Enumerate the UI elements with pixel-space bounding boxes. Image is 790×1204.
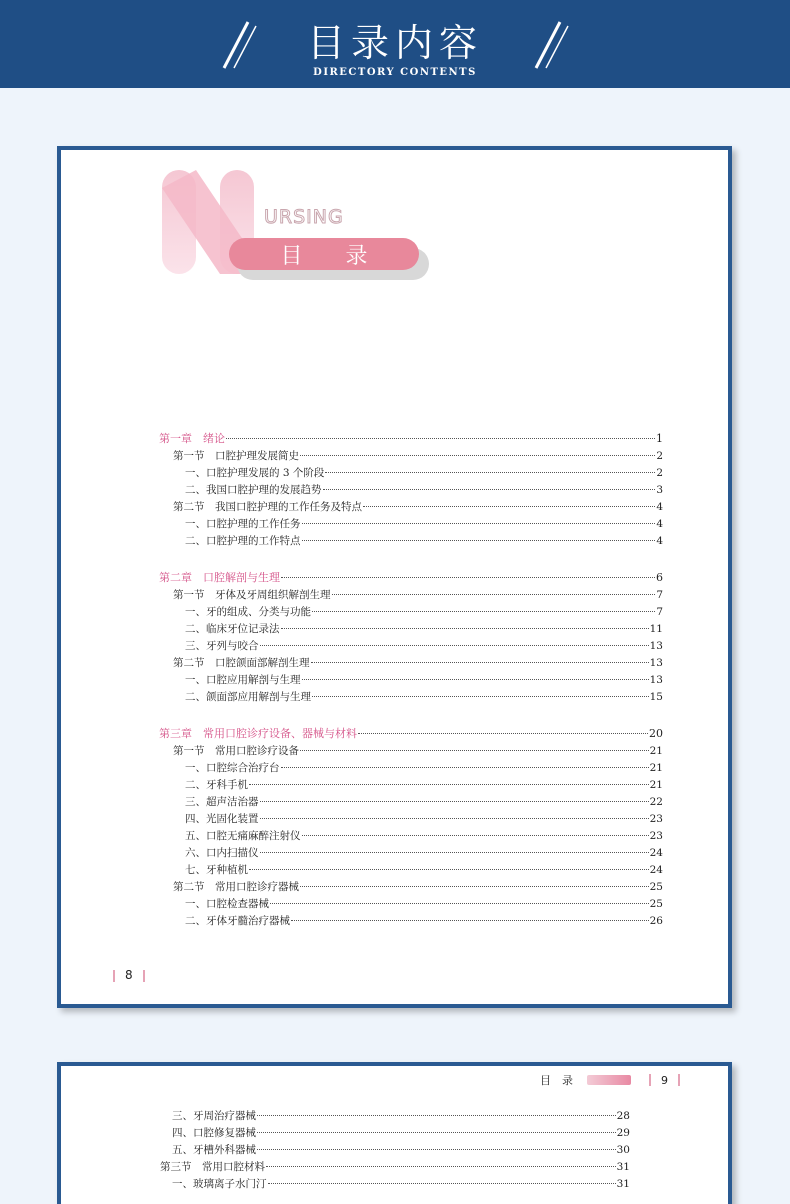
dot-leader <box>257 1149 616 1150</box>
pink-bar <box>678 1074 680 1086</box>
dot-leader <box>270 903 649 904</box>
toc-entry-page: 31 <box>616 1178 630 1190</box>
toc-entry-sect[interactable] <box>159 655 663 672</box>
toc-entry-item[interactable] <box>159 672 663 689</box>
toc-entry-page: 13 <box>649 657 663 669</box>
book-page-9 <box>57 1062 732 1204</box>
toc-entry-item[interactable] <box>159 621 663 638</box>
toc-entry-page: 4 <box>656 501 663 513</box>
toc-entry-item[interactable] <box>159 638 663 655</box>
table-of-contents <box>146 1108 630 1193</box>
toc-entry-chap[interactable] <box>159 725 663 743</box>
toc-entry-item[interactable] <box>146 1142 630 1159</box>
dot-leader <box>332 594 656 595</box>
toc-entry-item[interactable] <box>159 794 663 811</box>
dot-leader <box>281 767 649 768</box>
toc-entry-item[interactable] <box>159 777 663 794</box>
toc-entry-sect[interactable] <box>146 1159 630 1176</box>
toc-entry-sect[interactable] <box>159 879 663 896</box>
pink-bar <box>113 970 115 982</box>
dot-leader <box>260 852 649 853</box>
page-header <box>540 1072 690 1088</box>
toc-entry-label: 第一节 口腔护理发展简史 <box>173 450 299 462</box>
dot-leader <box>257 1132 616 1133</box>
pink-gradient-bar <box>587 1075 631 1085</box>
toc-entry-page: 30 <box>616 1144 630 1156</box>
toc-entry-label: 二、我国口腔护理的发展趋势 <box>185 484 322 496</box>
toc-entry-chap[interactable] <box>159 430 663 448</box>
mulu-heading: 目 录 <box>280 244 386 269</box>
toc-entry-label: 第三节 常用口腔材料 <box>160 1161 265 1173</box>
toc-entry-item[interactable] <box>159 845 663 862</box>
toc-entry-item[interactable] <box>146 1125 630 1142</box>
toc-entry-page: 4 <box>656 535 663 547</box>
dot-leader <box>302 540 656 541</box>
table-of-contents <box>159 430 663 930</box>
toc-entry-page: 28 <box>616 1110 630 1122</box>
dot-leader <box>281 577 655 578</box>
dot-leader <box>257 1115 616 1116</box>
toc-entry-page: 25 <box>649 898 663 910</box>
toc-entry-page: 15 <box>649 691 663 703</box>
dot-leader <box>266 1166 616 1167</box>
toc-entry-page: 21 <box>649 745 663 757</box>
toc-entry-sect[interactable] <box>159 743 663 760</box>
toc-entry-page: 7 <box>656 606 663 618</box>
page-number-text: 9 <box>661 1073 668 1087</box>
dot-leader <box>268 1183 616 1184</box>
toc-entry-label: 七、牙种植机 <box>185 864 248 876</box>
dot-leader <box>323 489 656 490</box>
toc-entry-item[interactable] <box>159 913 663 930</box>
toc-entry-item[interactable] <box>159 516 663 533</box>
toc-entry-item[interactable] <box>159 533 663 550</box>
toc-entry-page: 24 <box>649 847 663 859</box>
toc-entry-label: 四、口腔修复器械 <box>172 1127 256 1139</box>
toc-entry-page: 21 <box>649 779 663 791</box>
toc-entry-label: 第二节 口腔颌面部解剖生理 <box>173 657 310 669</box>
pink-bar <box>649 1074 651 1086</box>
dot-leader <box>249 784 649 785</box>
dot-leader <box>226 438 655 439</box>
book-page-8 <box>57 146 732 1008</box>
toc-entry-item[interactable] <box>159 465 663 482</box>
toc-entry-page: 11 <box>649 623 663 635</box>
double-slash-icon <box>530 16 570 72</box>
toc-entry-label: 五、牙槽外科器械 <box>172 1144 256 1156</box>
toc-entry-label: 一、口腔护理发展的 3 个阶段 <box>185 467 325 479</box>
toc-entry-label: 三、牙周治疗器械 <box>172 1110 256 1122</box>
toc-entry-item[interactable] <box>159 811 663 828</box>
toc-entry-page: 3 <box>656 484 663 496</box>
toc-entry-page: 13 <box>649 674 663 686</box>
dot-leader <box>302 679 649 680</box>
toc-entry-label: 三、超声洁治器 <box>185 796 259 808</box>
toc-entry-item[interactable] <box>159 828 663 845</box>
toc-entry-label: 三、牙列与咬合 <box>185 640 259 652</box>
toc-entry-page: 25 <box>649 881 663 893</box>
dot-leader <box>311 662 649 663</box>
toc-entry-label: 二、口腔护理的工作特点 <box>185 535 301 547</box>
toc-gap <box>159 550 663 569</box>
toc-entry-label: 第一节 常用口腔诊疗设备 <box>173 745 299 757</box>
toc-entry-item[interactable] <box>159 689 663 706</box>
toc-entry-label: 一、口腔检查器械 <box>185 898 269 910</box>
toc-gap <box>159 706 663 725</box>
toc-entry-page: 23 <box>649 830 663 842</box>
toc-entry-item[interactable] <box>159 862 663 879</box>
toc-entry-sect[interactable] <box>159 448 663 465</box>
toc-entry-page: 24 <box>649 864 663 876</box>
dot-leader <box>312 611 655 612</box>
toc-entry-item[interactable] <box>159 896 663 913</box>
toc-entry-label: 二、颌面部应用解剖与生理 <box>185 691 311 703</box>
toc-entry-page: 22 <box>649 796 663 808</box>
toc-entry-chap[interactable] <box>159 569 663 587</box>
toc-entry-label: 第二节 常用口腔诊疗器械 <box>173 881 299 893</box>
page-number-text: 8 <box>125 968 133 982</box>
toc-entry-label: 一、玻璃离子水门汀 <box>172 1178 267 1190</box>
toc-entry-label: 一、牙的组成、分类与功能 <box>185 606 311 618</box>
toc-entry-label: 二、临床牙位记录法 <box>185 623 280 635</box>
toc-entry-item[interactable] <box>146 1176 630 1193</box>
dot-leader <box>260 645 649 646</box>
dot-leader <box>291 920 649 921</box>
header-banner <box>0 0 790 88</box>
toc-entry-item[interactable] <box>159 604 663 621</box>
toc-entry-label: 第二章 口腔解剖与生理 <box>159 571 280 584</box>
toc-entry-page: 23 <box>649 813 663 825</box>
toc-entry-page: 6 <box>656 571 663 584</box>
toc-entry-label: 五、口腔无痛麻醉注射仪 <box>185 830 301 842</box>
toc-entry-item[interactable] <box>146 1108 630 1125</box>
toc-entry-sect[interactable] <box>159 499 663 516</box>
dot-leader <box>300 886 649 887</box>
toc-entry-sect[interactable] <box>159 587 663 604</box>
dot-leader <box>302 835 649 836</box>
dot-leader <box>249 869 649 870</box>
toc-entry-label: 四、光固化装置 <box>185 813 259 825</box>
dot-leader <box>325 472 655 473</box>
page-subtitle: DIRECTORY CONTENTS <box>313 67 477 78</box>
dot-leader <box>281 628 649 629</box>
page-title: 目录内容 <box>306 21 483 65</box>
toc-entry-page: 2 <box>656 450 663 462</box>
toc-entry-label: 二、牙体牙髓治疗器械 <box>185 915 290 927</box>
toc-entry-label: 第二节 我国口腔护理的工作任务及特点 <box>173 501 362 513</box>
toc-entry-item[interactable] <box>159 482 663 499</box>
toc-entry-page: 20 <box>649 727 663 740</box>
toc-entry-label: 二、牙科手机 <box>185 779 248 791</box>
toc-entry-page: 4 <box>656 518 663 530</box>
toc-entry-page: 29 <box>616 1127 630 1139</box>
running-header: 目 录 <box>540 1074 573 1087</box>
dot-leader <box>363 506 655 507</box>
dot-leader <box>300 750 649 751</box>
toc-entry-page: 2 <box>656 467 663 479</box>
toc-entry-page: 26 <box>649 915 663 927</box>
toc-entry-label: 六、口内扫描仪 <box>185 847 259 859</box>
dot-leader <box>358 733 648 734</box>
toc-entry-label: 第一章 绪论 <box>159 432 225 445</box>
page-number <box>103 968 155 982</box>
toc-entry-label: 一、口腔综合治疗台 <box>185 762 280 774</box>
logo-word: URSING <box>264 206 344 228</box>
dot-leader <box>300 455 655 456</box>
toc-entry-page: 21 <box>649 762 663 774</box>
toc-entry-page: 31 <box>616 1161 630 1173</box>
pink-bar <box>143 970 145 982</box>
dot-leader <box>260 818 649 819</box>
toc-entry-item[interactable] <box>159 760 663 777</box>
toc-entry-label: 一、口腔应用解剖与生理 <box>185 674 301 686</box>
dot-leader <box>312 696 649 697</box>
dot-leader <box>260 801 649 802</box>
toc-entry-page: 13 <box>649 640 663 652</box>
toc-entry-page: 7 <box>656 589 663 601</box>
toc-entry-page: 1 <box>656 432 663 445</box>
toc-entry-label: 一、口腔护理的工作任务 <box>185 518 301 530</box>
dot-leader <box>302 523 656 524</box>
toc-entry-label: 第一节 牙体及牙周组织解剖生理 <box>173 589 331 601</box>
toc-entry-label: 第三章 常用口腔诊疗设备、器械与材料 <box>159 727 357 740</box>
